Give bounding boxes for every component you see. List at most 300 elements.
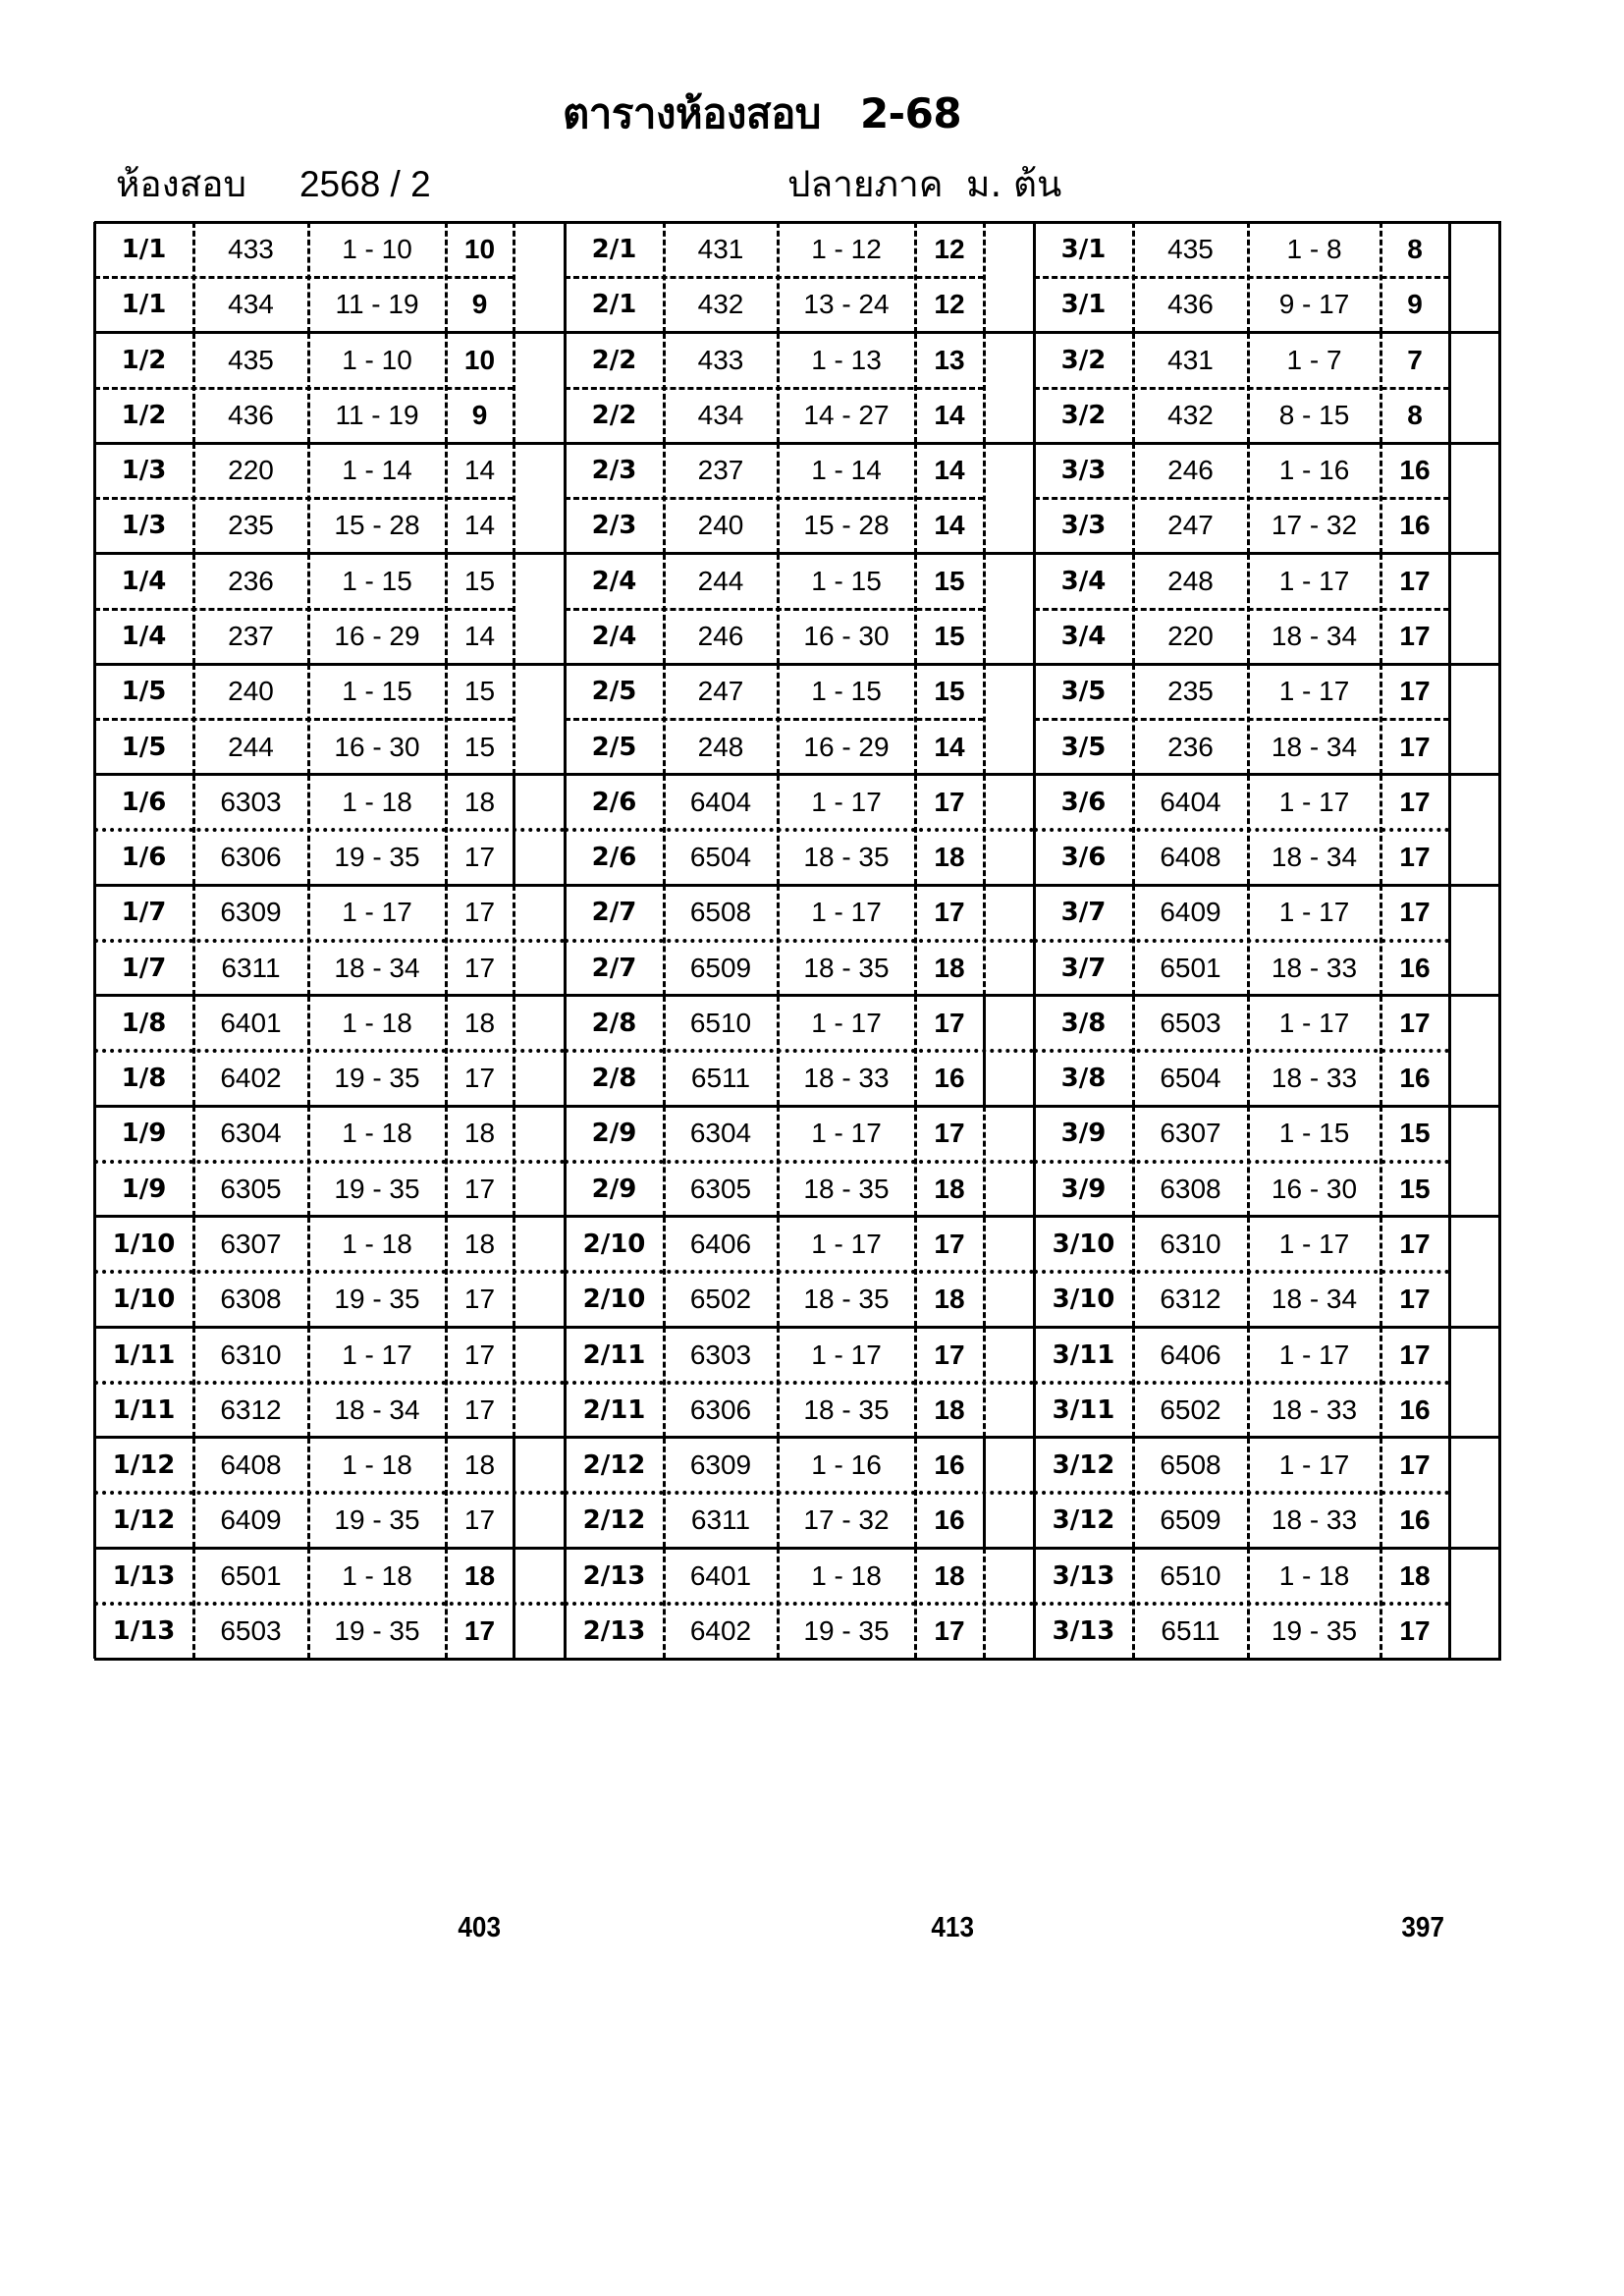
class-cell: 1/3 (121, 511, 167, 541)
count-cell: 15 (463, 731, 496, 762)
row-separator (565, 1602, 1034, 1606)
count-cell: 17 (463, 1614, 496, 1646)
count-cell: 17 (463, 1063, 496, 1094)
room-cell: 6401 (689, 1559, 752, 1591)
seat-range-cell: 18 - 35 (803, 1394, 890, 1425)
seat-range-cell: 19 - 35 (334, 1504, 420, 1536)
seat-range-cell: 18 - 33 (1271, 1504, 1358, 1536)
room-cell: 6307 (220, 1228, 282, 1259)
row-separator (1034, 1381, 1449, 1385)
seat-range-cell: 13 - 24 (803, 289, 890, 320)
subtitle-term-value: 2568 / 2 (298, 164, 431, 204)
group-border (565, 1658, 1036, 1661)
room-cell: 220 (228, 455, 274, 486)
class-cell: 1/2 (121, 345, 167, 375)
room-cell: 6304 (220, 1118, 282, 1149)
row-separator (94, 1602, 565, 1606)
room-cell: 6402 (689, 1614, 752, 1646)
class-cell: 1/1 (121, 290, 167, 320)
class-cell: 1/13 (112, 1615, 176, 1646)
count-cell: 10 (463, 234, 496, 265)
seat-range-cell: 1 - 14 (342, 455, 412, 486)
room-cell: 6312 (1160, 1284, 1221, 1315)
count-cell: 17 (1399, 1228, 1431, 1259)
room-cell: 6503 (1160, 1007, 1221, 1038)
seat-range-cell: 19 - 35 (334, 842, 420, 873)
row-separator (94, 497, 514, 500)
class-cell: 2/3 (591, 456, 637, 486)
room-cell: 6504 (689, 842, 752, 873)
room-cell: 6306 (220, 842, 282, 873)
row-separator (1034, 1602, 1449, 1606)
seat-range-cell: 17 - 32 (1271, 510, 1358, 541)
seat-range-cell: 19 - 35 (334, 1614, 420, 1646)
count-cell: 12 (934, 289, 965, 320)
room-cell: 237 (228, 621, 274, 651)
seat-range-cell: 1 - 16 (1278, 455, 1350, 486)
class-cell: 2/10 (582, 1229, 646, 1259)
room-cell: 236 (1167, 731, 1214, 762)
class-cell: 1/5 (121, 732, 167, 762)
room-cell: 6402 (220, 1063, 282, 1094)
room-cell: 6303 (689, 1339, 752, 1370)
room-cell: 6408 (220, 1449, 282, 1481)
class-cell: 3/11 (1052, 1394, 1115, 1425)
seat-range-cell: 1 - 12 (811, 234, 882, 265)
count-cell: 17 (463, 1173, 496, 1204)
count-cell: 17 (1399, 731, 1431, 762)
class-cell: 3/8 (1060, 1008, 1107, 1038)
count-cell: 18 (1399, 1559, 1431, 1591)
room-cell: 240 (697, 510, 744, 541)
class-cell: 2/12 (582, 1450, 646, 1481)
class-cell: 3/6 (1060, 843, 1107, 873)
count-cell: 18 (463, 1559, 496, 1591)
seat-range-cell: 1 - 17 (811, 1118, 882, 1149)
seat-range-cell: 16 - 29 (803, 731, 890, 762)
seat-range-cell: 19 - 35 (334, 1063, 420, 1094)
class-cell: 1/5 (121, 677, 167, 707)
room-cell: 434 (697, 399, 744, 430)
class-cell: 2/10 (582, 1285, 646, 1315)
class-cell: 2/11 (582, 1339, 646, 1370)
class-cell: 3/7 (1060, 898, 1107, 928)
count-cell: 17 (1399, 565, 1431, 596)
class-cell: 1/4 (121, 622, 167, 651)
room-cell: 247 (1167, 510, 1214, 541)
seat-range-cell: 1 - 14 (811, 455, 882, 486)
class-cell: 2/13 (582, 1560, 646, 1591)
count-cell: 14 (934, 510, 965, 541)
seat-range-cell: 1 - 18 (342, 1449, 412, 1481)
room-cell: 432 (1167, 399, 1214, 430)
room-cell: 6307 (1160, 1118, 1221, 1149)
count-cell: 17 (1399, 676, 1431, 707)
row-separator (565, 608, 984, 611)
count-cell: 15 (934, 565, 965, 596)
seat-range-cell: 9 - 17 (1278, 289, 1350, 320)
count-cell: 17 (463, 842, 496, 873)
class-cell: 3/3 (1060, 456, 1107, 486)
seat-range-cell: 17 - 32 (803, 1504, 890, 1536)
class-cell: 1/9 (121, 1174, 167, 1204)
count-cell: 10 (463, 344, 496, 375)
room-cell: 432 (697, 289, 744, 320)
seat-range-cell: 1 - 18 (811, 1559, 882, 1591)
row-separator (565, 497, 984, 500)
class-cell: 2/6 (591, 787, 637, 817)
seat-range-cell: 1 - 18 (342, 1118, 412, 1149)
class-cell: 2/1 (591, 290, 637, 320)
row-separator (94, 1381, 565, 1385)
room-cell: 6310 (1160, 1228, 1221, 1259)
class-cell: 3/12 (1052, 1505, 1115, 1536)
class-cell: 1/6 (121, 787, 167, 817)
class-cell: 2/4 (591, 622, 637, 651)
room-cell: 220 (1167, 621, 1214, 651)
count-cell: 18 (463, 1118, 496, 1149)
class-cell: 1/11 (112, 1394, 176, 1425)
section-border (93, 222, 96, 1659)
seat-range-cell: 19 - 35 (1271, 1614, 1358, 1646)
count-cell: 17 (1399, 842, 1431, 873)
row-separator (94, 828, 565, 832)
room-cell: 6306 (689, 1394, 752, 1425)
row-separator (94, 939, 565, 943)
seat-range-cell: 15 - 28 (803, 510, 890, 541)
seat-range-cell: 18 - 34 (334, 1394, 420, 1425)
room-cell: 6509 (689, 952, 752, 983)
room-cell: 6511 (690, 1063, 751, 1094)
room-cell: 248 (697, 731, 744, 762)
class-cell: 3/1 (1060, 235, 1107, 265)
row-separator (1034, 276, 1449, 279)
row-separator (565, 828, 1034, 832)
class-cell: 2/7 (591, 898, 637, 928)
class-cell: 1/4 (121, 566, 167, 596)
class-cell: 3/12 (1052, 1450, 1115, 1481)
count-cell: 18 (463, 1007, 496, 1038)
row-separator (565, 939, 1034, 943)
seat-range-cell: 18 - 34 (1271, 1284, 1358, 1315)
room-cell: 6401 (220, 1007, 282, 1038)
count-cell: 18 (934, 842, 965, 873)
room-cell: 6404 (689, 786, 752, 817)
seat-range-cell: 8 - 15 (1278, 399, 1350, 430)
room-cell: 6511 (1161, 1614, 1220, 1646)
class-cell: 1/6 (121, 843, 167, 873)
count-cell: 17 (463, 897, 496, 928)
class-cell: 3/6 (1060, 787, 1107, 817)
seat-range-cell: 1 - 17 (342, 897, 412, 928)
class-cell: 3/4 (1060, 622, 1107, 651)
count-cell: 17 (1399, 621, 1431, 651)
class-cell: 2/9 (591, 1119, 637, 1149)
seat-range-cell: 1 - 17 (1278, 565, 1350, 596)
count-cell: 17 (934, 897, 965, 928)
class-cell: 3/2 (1060, 400, 1107, 430)
class-cell: 2/13 (582, 1615, 646, 1646)
class-cell: 2/5 (591, 677, 637, 707)
room-cell: 6508 (689, 897, 752, 928)
count-cell: 18 (934, 952, 965, 983)
row-separator (94, 718, 514, 721)
class-cell: 2/6 (591, 843, 637, 873)
seat-range-cell: 18 - 33 (1271, 952, 1358, 983)
room-cell: 248 (1167, 565, 1214, 596)
seat-range-cell: 15 - 28 (334, 510, 420, 541)
room-cell: 431 (697, 234, 744, 265)
count-cell: 17 (934, 1118, 965, 1149)
room-cell: 6312 (220, 1394, 282, 1425)
seat-range-cell: 1 - 17 (1278, 1228, 1350, 1259)
room-cell: 237 (697, 455, 744, 486)
seat-range-cell: 16 - 30 (803, 621, 890, 651)
class-cell: 1/11 (112, 1339, 176, 1370)
class-cell: 3/10 (1052, 1229, 1115, 1259)
class-cell: 3/13 (1052, 1560, 1115, 1591)
room-cell: 6311 (690, 1504, 751, 1536)
seat-range-cell: 18 - 33 (1271, 1063, 1358, 1094)
room-cell: 247 (697, 676, 744, 707)
count-cell: 17 (463, 1284, 496, 1315)
count-cell: 16 (1399, 952, 1431, 983)
class-cell: 3/13 (1052, 1615, 1115, 1646)
row-separator (565, 1270, 1034, 1274)
count-cell: 17 (1399, 1614, 1431, 1646)
subtitle-label: ห้องสอบ (116, 163, 246, 205)
row-separator (1034, 828, 1449, 832)
group-border (1034, 1658, 1501, 1661)
seat-range-cell: 16 - 30 (334, 731, 420, 762)
room-cell: 433 (697, 344, 744, 375)
row-separator (1034, 608, 1449, 611)
count-cell: 15 (1399, 1173, 1431, 1204)
row-separator (94, 276, 514, 279)
seat-range-cell: 18 - 33 (1271, 1394, 1358, 1425)
total-grade-1: 403 (458, 1912, 501, 1943)
class-cell: 1/1 (121, 235, 167, 265)
seat-range-cell: 19 - 35 (334, 1284, 420, 1315)
title-code: 2-68 (859, 89, 962, 137)
class-cell: 1/8 (121, 1064, 167, 1094)
class-cell: 2/8 (591, 1008, 637, 1038)
room-cell: 6308 (1160, 1173, 1221, 1204)
count-cell: 16 (1399, 1394, 1431, 1425)
room-cell: 246 (1167, 455, 1214, 486)
count-cell: 16 (934, 1063, 965, 1094)
count-cell: 17 (1399, 786, 1431, 817)
seat-range-cell: 1 - 17 (1278, 1339, 1350, 1370)
seat-range-cell: 18 - 34 (1271, 621, 1358, 651)
row-separator (565, 387, 984, 390)
seat-range-cell: 11 - 19 (335, 399, 419, 430)
seat-range-cell: 1 - 17 (811, 786, 882, 817)
class-cell: 1/2 (121, 400, 167, 430)
count-cell: 17 (1399, 1007, 1431, 1038)
room-cell: 436 (1167, 289, 1214, 320)
class-cell: 2/11 (582, 1394, 646, 1425)
seat-range-cell: 1 - 18 (342, 1228, 412, 1259)
seat-range-cell: 18 - 35 (803, 1284, 890, 1315)
room-cell: 6508 (1160, 1449, 1221, 1481)
count-cell: 18 (934, 1173, 965, 1204)
row-separator (94, 1270, 565, 1274)
class-cell: 1/9 (121, 1119, 167, 1149)
seat-range-cell: 1 - 18 (342, 1559, 412, 1591)
class-cell: 2/12 (582, 1505, 646, 1536)
count-cell: 17 (463, 1339, 496, 1370)
class-cell: 2/4 (591, 566, 637, 596)
seat-range-cell: 14 - 27 (803, 399, 890, 430)
count-cell: 14 (934, 731, 965, 762)
room-cell: 6501 (220, 1559, 282, 1591)
class-cell: 2/2 (591, 400, 637, 430)
count-cell: 17 (463, 1504, 496, 1536)
class-cell: 2/5 (591, 732, 637, 762)
row-separator (94, 1491, 565, 1495)
seat-range-cell: 1 - 15 (342, 565, 412, 596)
room-cell: 235 (1167, 676, 1214, 707)
class-cell: 1/10 (112, 1285, 176, 1315)
count-cell: 18 (463, 1228, 496, 1259)
row-separator (1034, 1160, 1449, 1164)
count-cell: 15 (463, 565, 496, 596)
count-cell: 18 (463, 1449, 496, 1481)
class-cell: 3/4 (1060, 566, 1107, 596)
row-separator (1034, 1270, 1449, 1274)
count-cell: 8 (1407, 234, 1423, 265)
room-cell: 6406 (689, 1228, 752, 1259)
seat-range-cell: 1 - 13 (811, 344, 882, 375)
room-cell: 431 (1167, 344, 1214, 375)
row-separator (94, 1049, 565, 1053)
count-cell: 12 (934, 234, 965, 265)
seat-range-cell: 11 - 19 (335, 289, 419, 320)
seat-range-cell: 1 - 18 (1278, 1559, 1350, 1591)
room-cell: 235 (228, 510, 274, 541)
count-cell: 16 (1399, 455, 1431, 486)
seat-range-cell: 1 - 15 (342, 676, 412, 707)
group-border (94, 1658, 567, 1661)
count-cell: 16 (934, 1449, 965, 1481)
seat-range-cell: 18 - 35 (803, 952, 890, 983)
seat-range-cell: 1 - 18 (342, 1007, 412, 1038)
count-cell: 17 (934, 1228, 965, 1259)
room-cell: 6303 (220, 786, 282, 817)
count-cell: 18 (463, 786, 496, 817)
seat-range-cell: 18 - 35 (803, 1173, 890, 1204)
class-cell: 1/8 (121, 1008, 167, 1038)
seat-range-cell: 18 - 33 (803, 1063, 890, 1094)
class-cell: 3/3 (1060, 511, 1107, 541)
class-cell: 3/8 (1060, 1064, 1107, 1094)
room-cell: 6504 (1160, 1063, 1221, 1094)
room-cell: 6501 (1160, 952, 1221, 983)
seat-range-cell: 19 - 35 (803, 1614, 890, 1646)
count-cell: 16 (1399, 510, 1431, 541)
seat-range-cell: 1 - 17 (811, 897, 882, 928)
room-cell: 6510 (689, 1007, 752, 1038)
seat-range-cell: 1 - 17 (811, 1339, 882, 1370)
class-cell: 3/5 (1060, 732, 1107, 762)
room-cell: 6409 (220, 1504, 282, 1536)
title-text: ตารางห้องสอบ (563, 89, 821, 137)
count-cell: 16 (1399, 1504, 1431, 1536)
count-cell: 17 (463, 952, 496, 983)
room-cell: 6509 (1160, 1504, 1221, 1536)
seat-range-cell: 16 - 30 (1271, 1173, 1358, 1204)
seat-range-cell: 18 - 34 (334, 952, 420, 983)
count-cell: 15 (934, 676, 965, 707)
count-cell: 14 (463, 621, 496, 651)
count-cell: 15 (934, 621, 965, 651)
class-cell: 1/10 (112, 1229, 176, 1259)
row-separator (565, 1049, 1034, 1053)
count-cell: 14 (463, 455, 496, 486)
count-cell: 17 (1399, 1284, 1431, 1315)
seat-range-cell: 1 - 8 (1286, 234, 1342, 265)
class-cell: 3/10 (1052, 1285, 1115, 1315)
total-grade-3: 397 (1401, 1912, 1444, 1943)
class-cell: 2/8 (591, 1064, 637, 1094)
class-cell: 3/7 (1060, 953, 1107, 983)
seat-range-cell: 1 - 10 (342, 234, 412, 265)
seat-range-cell: 1 - 18 (342, 786, 412, 817)
room-cell: 244 (228, 731, 274, 762)
room-cell: 6409 (1160, 897, 1221, 928)
room-cell: 6510 (1160, 1559, 1221, 1591)
class-cell: 3/2 (1060, 345, 1107, 375)
count-cell: 16 (934, 1504, 965, 1536)
count-cell: 17 (463, 1394, 496, 1425)
class-cell: 2/9 (591, 1174, 637, 1204)
room-cell: 6502 (689, 1284, 752, 1315)
room-cell: 6305 (220, 1173, 282, 1204)
count-cell: 13 (934, 344, 965, 375)
section-border (1033, 222, 1036, 1659)
section-border (564, 222, 567, 1659)
row-separator (1034, 939, 1449, 943)
count-cell: 9 (471, 289, 488, 320)
count-cell: 17 (934, 1339, 965, 1370)
class-cell: 1/7 (121, 898, 167, 928)
seat-range-cell: 18 - 35 (803, 842, 890, 873)
count-cell: 9 (1407, 289, 1423, 320)
row-separator (1034, 1049, 1449, 1053)
room-cell: 6503 (220, 1614, 282, 1646)
seat-range-cell: 1 - 17 (811, 1007, 882, 1038)
seat-range-cell: 1 - 17 (1278, 676, 1350, 707)
room-cell: 6305 (689, 1173, 752, 1204)
seat-range-cell: 1 - 15 (1278, 1118, 1350, 1149)
class-cell: 1/13 (112, 1560, 176, 1591)
count-cell: 8 (1407, 399, 1423, 430)
row-separator (94, 608, 514, 611)
count-cell: 14 (934, 455, 965, 486)
room-cell: 236 (228, 565, 274, 596)
row-separator (1034, 1491, 1449, 1495)
count-cell: 17 (1399, 897, 1431, 928)
room-cell: 6308 (220, 1284, 282, 1315)
seat-range-cell: 1 - 10 (342, 344, 412, 375)
room-cell: 6408 (1160, 842, 1221, 873)
row-separator (1034, 497, 1449, 500)
seat-range-cell: 1 - 17 (1278, 1007, 1350, 1038)
seat-range-cell: 1 - 7 (1286, 344, 1342, 375)
count-cell: 15 (463, 676, 496, 707)
room-cell: 433 (228, 234, 274, 265)
